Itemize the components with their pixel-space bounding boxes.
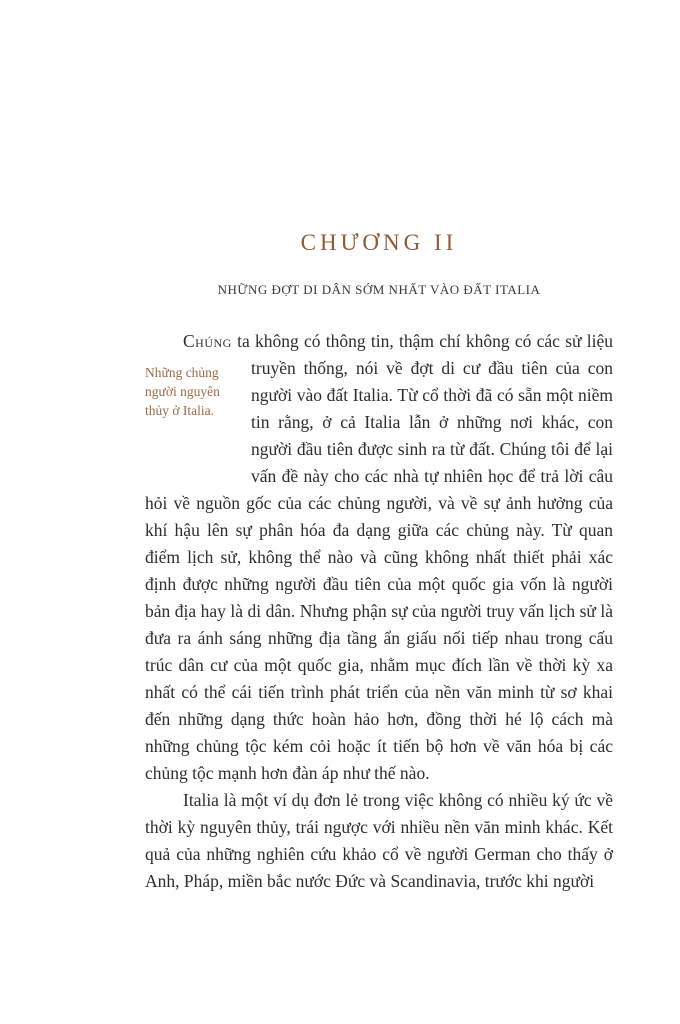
paragraph-1 <box>145 328 613 787</box>
paragraph-1-text: ta không có thông tin, thậm chí không có các sử liệu truyền thống, nói về đợt di cư đầu tiên của con người vào đất Italia. Từ cổ thời đã có sẵn một niềm tin rằng, ở cả Italia lẫn ở những nơi khác, con người đầu tiên được sinh ra từ đất. Chúng tôi để lại vấn đề này cho các nhà tự nhiên học để trả lời câu hỏi về nguồn gốc của các chủng người, và về sự ảnh hưởng của khí hậu lên sự phân hóa đa dạng giữa các chủng này. Từ quan điểm lịch sử, không thể nào và cũng không nhất thiết phải xác định được những người đầu tiên của một quốc gia vốn là người bản địa hay là di dân. Nhưng phận sự của người truy vấn lịch sử là đưa ra ánh sáng những địa tầng ẩn giấu nối tiếp nhau trong cấu trúc dân cư của một quốc gia, nhằm mục đích lần về thời kỳ xa nhất có thể cái tiến trình phát triển của nền văn minh từ sơ khai đến những dạng thức hoàn hảo hơn, đồng thời hé lộ cách mà những chủng tộc kém cỏi hoặc ít tiến bộ hơn về văn hóa bị các chủng tộc mạnh hơn đàn áp như thế nào. <box>145 331 613 783</box>
page-content <box>145 0 613 895</box>
chapter-subtitle: NHỮNG ĐỢT DI DÂN SỚM NHẤT VÀO ĐẤT ITALIA <box>217 282 541 297</box>
paragraph-2: Italia là một ví dụ đơn lẻ trong việc không có nhiều ký ức về thời kỳ nguyên thủy, trái ngược với nhiều nền văn minh khác. Kết quả của những nghiên cứu khảo cổ về người German cho thấy ở Anh, Pháp, miền bắc nước Đức và Scandinavia, trước khi người <box>145 790 613 891</box>
margin-note: Những chủng người nguyên thủy ở Italia. <box>145 365 220 418</box>
body-text <box>145 328 613 895</box>
chapter-title: CHƯƠNG II <box>300 230 458 255</box>
paragraph-1-lead-word: Chúng <box>183 331 232 351</box>
